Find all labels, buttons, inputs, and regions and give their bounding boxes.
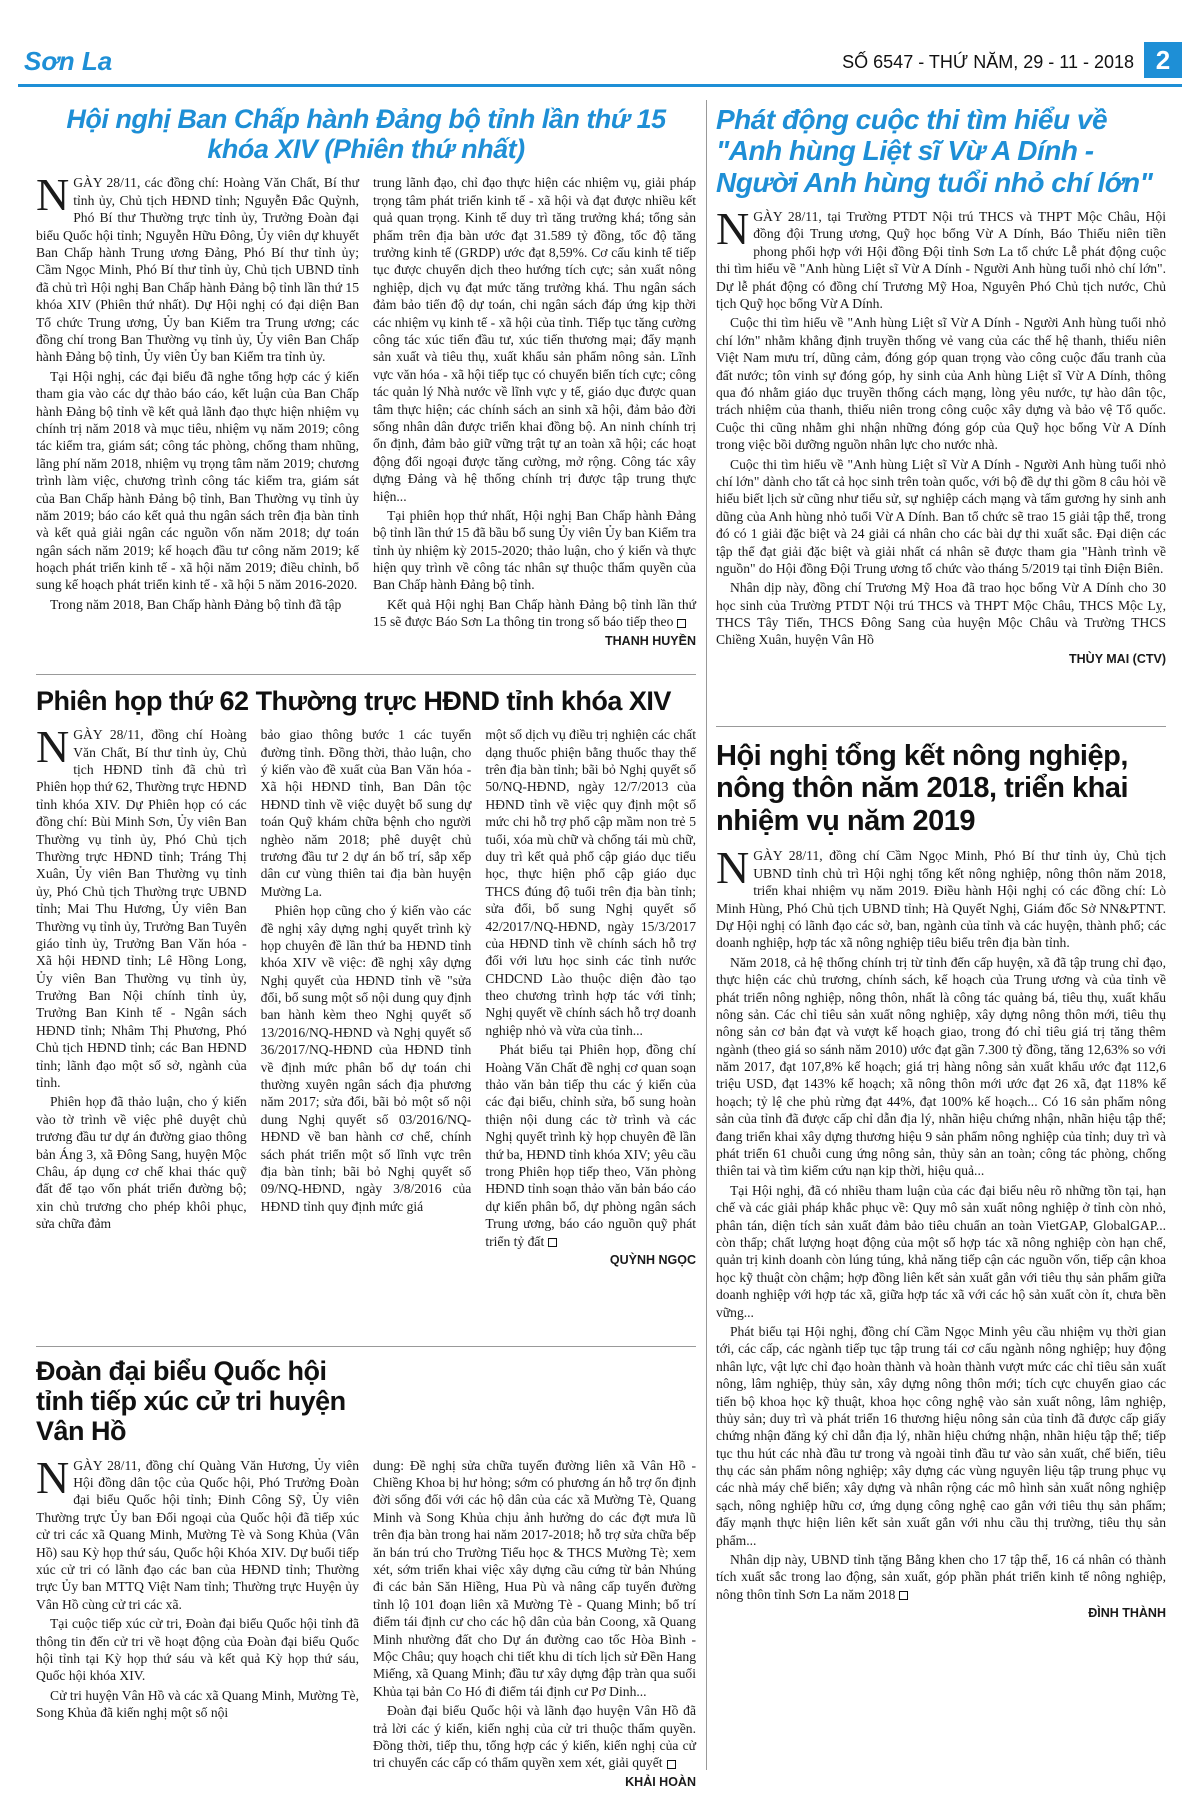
article-agriculture-review (716, 740, 1166, 1770)
byline: THANH HUYỀN (605, 633, 696, 648)
paper-name: Sơn La (24, 46, 113, 76)
article-paragraph: NGÀY 28/11, đồng chí Hoàng Văn Chất, Bí thư tỉnh ủy, Chủ tịch HĐND tỉnh đã chủ trì Phiên họp thứ 62, Thường trực HĐND tỉnh khóa XIV. Dự Phiên họp có các đồng chí: Bùi Minh Sơn, Ủy viên Ban Thường vụ tỉnh ủy, Phó Chủ tịch Thường trực HĐND tỉnh; Tráng Thị Xuân, Ủy viên Ban Thường vụ tỉnh ủy, Phó Chủ tịch Thường trực UBND tỉnh; Mai Thu Hương, Ủy viên Ban Thường vụ tỉnh ủy, Trưởng Ban Tuyên giáo tỉnh ủy, Trưởng Ban Văn hóa - Xã hội HĐND tỉnh; Lê Hồng Long, Ủy viên Ban Thường vụ tỉnh ủy, Trưởng Ban Nội chính tỉnh ủy, Trưởng Ban Kinh tế - Ngân sách HĐND tỉnh; Nhâm Thị Phương, Phó Chủ tịch HĐND tỉnh; các Ban HĐND tỉnh; lãnh đạo một số sở, ngành của tỉnh. (36, 721, 247, 1091)
article-headline: Đoàn đại biểu Quốc hội tỉnh tiếp xúc cử tri huyện Vân Hồ (36, 1356, 346, 1447)
article-body (716, 842, 1166, 1621)
byline: KHẢI HOÀN (625, 1774, 696, 1789)
article-column (36, 1451, 359, 1790)
issue-line: SỐ 6547 - THỨ NĂM, 29 - 11 - 2018 (842, 52, 1134, 72)
article-paragraph: Tại cuộc tiếp xúc cử tri, Đoàn đại biểu Quốc hội tỉnh đã thông tin đến cử tri về hoạt động của Đoàn đại biểu Quốc hội tỉnh tại Kỳ họp thứ sáu và kết quả Kỳ họp thứ sáu, Quốc hội khóa XIV. (36, 1616, 359, 1684)
article-paragraph: Tại Hội nghị, các đại biểu đã nghe tổng hợp các ý kiến tham gia vào các dự thảo báo cáo, kết luận của Ban Chấp hành Đảng bộ tỉnh về kết quả lãnh đạo thực hiện nhiệm vụ chính trị năm 2018 và mục tiêu, nhiệm vụ năm 2019; công tác kiểm tra, giám sát; công tác phòng, chống tham nhũng, lãng phí năm 2018, nhiệm vụ trọng tâm năm 2019; chương trình làm việc, chương trình công tác kiểm tra, giám sát của Ban Chấp hành Đảng bộ tỉnh, Ban Thường vụ tỉnh ủy năm 2019; báo cáo kết quả thu ngân sách trên địa bàn tỉnh và kết quả giải ngân các nguồn vốn năm 2018; dự toán ngân sách năm 2019; kế hoạch đầu tư công năm 2019; kế hoạch phát triển kinh tế - xã hội năm 2019; điều chỉnh, bổ sung kế hoạch phát triển kinh tế - xã hội 5 năm 2016-2020. (36, 368, 359, 593)
article-paragraph: Cử tri huyện Vân Hồ và các xã Quang Minh, Mường Tè, Song Khủa đã kiến nghị một số nội (36, 1687, 359, 1721)
article-column (373, 1457, 696, 1790)
article-paragraph: Năm 2018, cả hệ thống chính trị từ tỉnh đến cấp huyện, xã đã tập trung chỉ đạo, thực hiện các chủ trương, chính sách, kế hoạch của Trung ương và của tỉnh về phát triển nông nghiệp, nông thôn, nhất là công tác quảng bá, tiêu thụ, xuất khẩu nông sản. Các chỉ tiêu sản xuất nông nghiệp, xây dựng nông thôn mới, tiêu thụ nông sản cơ bản đạt và vượt kế hoạch giao, trong đó chỉ tiêu giá trị tăng thêm ngành (theo giá so sánh năm 2010) ước đạt gần 7.300 tỷ đồng, tăng 12,63% so với năm 2017, đạt 107,8% kế hoạch; giá trị hàng nông sản xuất khẩu ước đạt 112,6 triệu USD, đạt 143% kế hoạch; xã nông thôn mới ước đạt 26 xã, đạt 118% kế hoạch; tỷ lệ che phủ rừng đạt 44%, đạt 100% kế hoạch... Có 16 sản phẩm nông sản của tỉnh đã được cấp chỉ dẫn địa lý, nhãn hiệu chứng nhận, nhãn hiệu tập thể; đang triển khai xây dựng thương hiệu 9 sản phẩm nông nghiệp của tỉnh; duy trì và phát triển 61 chuỗi cung ứng nông sản, thủy sản an toàn; công tác phòng, chống thiên tai và tìm kiếm cứu nạn kịp thời, hiệu quả... (716, 954, 1166, 1179)
section-divider (36, 674, 696, 675)
article-column (716, 842, 1166, 1621)
article-party-conference (36, 104, 696, 664)
article-paragraph: NGÀY 28/11, đồng chí Cầm Ngọc Minh, Phó Bí thư tỉnh ủy, Chủ tịch UBND tỉnh chủ trì Hội nghị tổng kết nông nghiệp, nông thôn năm 2018, triển khai nhiệm vụ năm 2019. Điều hành Hội nghị có các đồng chí: Lò Minh Hùng, Phó Chủ tịch UBND tỉnh; Hà Quyết Nghị, Giám đốc Sở NN&PTNT. Dự Hội nghị có lãnh đạo các sở, ban, ngành của tỉnh và các huyện, thành phố; các doanh nghiệp, hợp tác xã nông nghiệp tiêu biểu trên địa bàn tỉnh. (716, 842, 1166, 951)
drop-cap: N (36, 1451, 70, 1503)
article-body (36, 1451, 696, 1790)
article-paragraph: Tại Hội nghị, đã có nhiều tham luận của các đại biểu nêu rõ những tồn tại, hạn chế và các giải pháp khắc phục về: Quy mô sản xuất nông nghiệp ở tỉnh còn nhỏ, phân tán, diện tích sản xuất đảm bảo tiêu chuẩn an toàn VietGAP, GlobalGAP... còn thấp; chất lượng hoạt động của một số hợp tác xã nông nghiệp còn hạn chế, quản trị kinh doanh còn lúng túng, khả năng tiếp cận các nguồn vốn, tiếp cận khoa học kỹ thuật còn chậm; hợp đồng liên kết sản xuất gắn với tiêu thụ sản phẩm giữa doanh nghiệp với hợp tác xã, giữa hợp tác xã với các hộ sản xuất còn ít, chưa bền vững... (716, 1182, 1166, 1320)
article-paragraph: Phát biểu tại Phiên họp, đồng chí Hoàng Văn Chất đề nghị cơ quan soạn thảo văn bản tiếp thu các ý kiến của các đại biểu, chỉnh sửa, bổ sung hoàn thiện nội dung các tờ trình và các Nghị quyết trình kỳ họp chuyên đề lần thứ ba, HĐND tỉnh khóa XIV; yêu cầu trong Phiên họp tiếp theo, Văn phòng HĐND tỉnh soạn thảo văn bản báo cáo dự kiến phân bổ, dự phòng ngân sách Trung ương, báo cáo nguồn quỹ phát triển tỷ đất (485, 1042, 696, 1249)
article-paragraph: Phiên họp đã thảo luận, cho ý kiến vào tờ trình về việc phê duyệt chủ trương đầu tư dự án đường giao thông bản Áng 3, xã Đông Sang, huyện Mộc Châu, áp dụng cơ chế khai thác quỹ đất để tạo vốn phát triển đường bộ; xin chủ trương cho phép khôi phục, sửa chữa đảm (36, 1094, 247, 1232)
article-paragraph: Cuộc thi tìm hiểu về "Anh hùng Liệt sĩ Vừ A Dính - Người Anh hùng tuổi nhỏ chí lớn" nhằm khẳng định truyền thống vẻ vang của các thế hệ thanh, thiếu niên Việt Nam mưu trí, dũng cảm, đóng góp quan trọng vào công cuộc đấu tranh của đất nước; tôn vinh sự đóng góp, hy sinh của Anh hùng Liệt sĩ Vừ A Dính, thông qua đó nhằm giáo dục truyền thống cách mạng, lòng yêu nước, tự hào dân tộc, trách nhiệm của thanh, thiếu niên trong công cuộc xây dựng và bảo vệ Tổ quốc. Cuộc thi cũng nhằm ghi nhận những đóng góp của Quỹ học bổng Vừ A Dính trong việc bồi dưỡng nguồn nhân lực cho nước nhà. (716, 315, 1166, 453)
article-paragraph: Nhân dịp này, UBND tỉnh tặng Bằng khen cho 17 tập thể, 16 cá nhân có thành tích xuất sắc trong lao động, sản xuất, góp phần phát triển kinh tế nông nghiệp, nông thôn tỉnh Sơn La năm 2018 (716, 1552, 1166, 1602)
article-voter-meeting (36, 1356, 696, 1789)
end-mark-icon (677, 619, 686, 628)
article-headline: Hội nghị tổng kết nông nghiệp, nông thôn năm 2018, triển khai nhiệm vụ năm 2019 (716, 740, 1129, 837)
article-paragraph: một số dịch vụ điều trị nghiện các chất dạng thuốc phiện bằng thuốc thay thế trên địa bàn tỉnh; bãi bỏ Nghị quyết số 50/NQ-HĐND, ngày 12/7/2013 của HĐND tỉnh về việc quy định một số mức chi hỗ trợ phổ cập mầm non trẻ 5 tuổi, xóa mù chữ và chống tái mù chữ, duy trì kết quả phổ cập giáo dục tiểu học, thực hiện phổ cập giáo dục THCS đúng độ tuổi trên địa bàn tỉnh; sửa đổi, bổ sung Nghị quyết số 42/2017/NQ-HĐND, ngày 15/3/2017 của HĐND tỉnh về chính sách hỗ trợ đối với lưu học sinh các tỉnh nước CHDCND Lào thuộc diện đào tạo theo chương trình hợp tác với tỉnh; Nghị quyết về chính sách hỗ trợ doanh nghiệp nhỏ và vừa của tỉnh... (485, 727, 696, 1038)
page-number: 2 (1144, 42, 1182, 78)
article-column (36, 169, 359, 648)
article-paragraph: NGÀY 28/11, tại Trường PTDT Nội trú THCS và THPT Mộc Châu, Hội đồng đội Trung ương, Quỹ học bổng Vừ A Dính, Báo Thiếu niên tiền phong phối hợp với Hội đồng Đội tỉnh Sơn La tổ chức Lễ phát động cuộc thi tìm hiểu về "Anh hùng Liệt sĩ Vừ A Dính - Người Anh hùng tuổi nhỏ chí lớn". Dự lễ phát động có đồng chí Trương Mỹ Hoa, Nguyên Phó Chủ tịch nước, Chủ tịch Quỹ học bổng Vừ A Dính. (716, 203, 1166, 312)
article-body (716, 203, 1166, 667)
article-paragraph: Cuộc thi tìm hiểu về "Anh hùng Liệt sĩ Vừ A Dính - Người Anh hùng tuổi nhỏ chí lớn" dành cho tất cả học sinh trên toàn quốc, với bộ đề dự thi gồm 8 câu hỏi về hiểu biết lịch sử cũng như tiểu sử, sự nghiệp cách mạng và tấm gương hy sinh anh dũng của Anh hùng nhỏ tuổi Vừ A Dính. Ban tổ chức sẽ trao 15 giải tập thể, trong đó có 1 giải đặc biệt và 24 giải cá nhân cho các bài dự thi xuất sắc. Đại diện các tập thể đạt giải đặc biệt và giải nhất cá nhân sẽ được tham gia "Hành trình về nguồn" do Hội đồng Đội Trung ương tổ chức vào tháng 5/2019 tại tỉnh Điện Biên. (716, 456, 1166, 576)
article-paragraph: Phiên họp cũng cho ý kiến vào các đề nghị xây dựng nghị quyết trình kỳ họp chuyên đề lần thứ ba HĐND tỉnh khóa XIV về việc: đề nghị xây dựng Nghị quyết của HĐND tỉnh về "sửa đổi, bổ sung một số nội dung quy định ban hành kèm theo Nghị quyết số 13/2016/NQ-HĐND và Nghị quyết số 36/2017/NQ-HĐND của HĐND tỉnh về định mức phân bổ dự toán chi thường xuyên ngân sách địa phương năm 2017; sửa đổi, bãi bỏ một số nội dung Nghị quyết số 03/2016/NQ-HĐND về ban hành cơ chế, chính sách phát triển một số lĩnh vực trên địa bàn tỉnh; bãi bỏ Nghị quyết số 09/NQ-HĐND, ngày 3/8/2016 của HĐND tỉnh quy định mức giá (260, 903, 472, 1214)
article-column (485, 726, 696, 1268)
article-council-meeting (36, 686, 696, 1336)
byline: ĐÌNH THÀNH (1088, 1606, 1166, 1621)
article-column (373, 174, 696, 648)
article-body (36, 721, 696, 1268)
article-paragraph: NGÀY 28/11, đồng chí Quàng Văn Hương, Ủy viên Hội đồng dân tộc của Quốc hội, Phó Trưởng Đoàn đại biểu Quốc hội tỉnh; Đinh Công Sỹ, Ủy viên Thường trực Ủy ban Đối ngoại của Quốc hội đã tiếp xúc cử tri các xã Quang Minh, Mường Tè và Song Khủa (Vân Hồ) sau Kỳ họp thứ sáu, Quốc hội Khóa XIV. Dự buổi tiếp xúc cử tri có lãnh đạo các ban của HĐND tỉnh; Thường trực Ủy ban MTTQ Việt Nam tỉnh; Thường trực Huyện ủy Vân Hồ cùng cử tri các xã. (36, 1451, 359, 1612)
end-mark-icon (548, 1238, 557, 1247)
article-paragraph: Nhân dịp này, đồng chí Trương Mỹ Hoa đã trao học bổng Vừ A Dính cho 30 học sinh của Trường PTDT Nội trú THCS và THPT Mộc Châu, THCS Mộc Lỵ, THCS Tây Tiến, THCS Đông Sang của huyện Mộc Châu và Trường THCS Chiềng Xuân, huyện Vân Hồ (716, 580, 1166, 648)
end-mark-icon (667, 1760, 676, 1769)
drop-cap: N (36, 721, 70, 773)
section-divider (716, 726, 1166, 727)
drop-cap: N (716, 203, 750, 255)
drop-cap: N (716, 842, 750, 894)
article-paragraph: Phát biểu tại Hội nghị, đồng chí Cầm Ngọc Minh yêu cầu nhiệm vụ thời gian tới, các cấp, các ngành tiếp tục tập trung tái cơ cấu ngành nông nghiệp; huy động nhân lực, vật lực chỉ đạo hoàn thành và hoàn thành vượt mức các chỉ tiêu sản xuất nông, lâm nghiệp, thủy sản, xây dựng nông thôn mới; tích cực chuyển giao các tiến bộ khoa học kỹ thuật, khoa học công nghệ vào sản xuất nông, lâm nghiệp, thủy sản; duy trì và phát triển 16 thương hiệu nông sản của tỉnh đã được cấp giấy chứng nhận đăng ký chỉ dẫn địa lý, nhãn hiệu chứng nhận, nhãn hiệu tập thể; tiếp tục thu hút các nhà đầu tư trong và ngoài tỉnh đầu tư vào sản xuất, chế biến, tiêu thụ các sản phẩm nông nghiệp; xây dựng các vùng nguyên liệu tập trung phục vụ các nhà máy chế biến; xây dựng và nhân rộng các mô hình sản xuất nông nghiệp sạch, nông nghiệp hữu cơ, ứng dụng công nghệ cao gắn với tiêu thụ sản phẩm; đẩy mạnh thực hiện liên kết sản xuất gắn với nhu cầu thị trường, tiêu thụ sản phẩm... (716, 1323, 1166, 1548)
article-column (716, 203, 1166, 667)
article-column (36, 721, 247, 1268)
byline: QUỲNH NGỌC (609, 1252, 696, 1267)
article-paragraph: NGÀY 28/11, các đồng chí: Hoàng Văn Chất, Bí thư tỉnh ủy, Chủ tịch HĐND tỉnh; Nguyễn Đắc Quỳnh, Phó Bí thư Thường trực tỉnh ủy, Trưởng Đoàn đại biểu Quốc hội tỉnh; Nguyễn Hữu Đông, Ủy viên dự khuyết Ban Chấp hành Trung ương Đảng, Phó Bí thư tỉnh ủy; Cầm Ngọc Minh, Phó Bí thư tỉnh ủy, Chủ tịch UBND tỉnh đã chủ trì Hội nghị Ban Chấp hành Đảng bộ tỉnh lần thứ 15 khóa XIV (Phiên thứ nhất). Dự Hội nghị có đại diện Ban Tổ chức Trung ương, Ủy ban Kiểm tra Trung ương; các đồng chí trong Ban Thường vụ tỉnh ủy, Ủy viên Ban Chấp hành Đảng bộ tỉnh, Ủy viên Ủy ban Kiểm tra tỉnh ủy. (36, 169, 359, 365)
article-headline: Phiên họp thứ 62 Thường trực HĐND tỉnh khóa XIV (36, 686, 671, 716)
article-paragraph: Đoàn đại biểu Quốc hội và lãnh đạo huyện Vân Hồ đã trả lời các ý kiến, kiến nghị của cử tri thuộc thẩm quyền. Đồng thời, tiếp thu, tổng hợp các ý kiến, kiến nghị của cử tri chuyển các cấp có thẩm quyền xem xét, giải quyết (373, 1703, 696, 1771)
article-column (261, 726, 472, 1268)
masthead (18, 42, 1182, 82)
masthead-rule (18, 84, 1182, 87)
section-divider (36, 1346, 696, 1347)
article-paragraph: Trong năm 2018, Ban Chấp hành Đảng bộ tỉnh đã tập (50, 596, 342, 612)
article-body (36, 169, 696, 648)
article-paragraph: trung lãnh đạo, chỉ đạo thực hiện các nhiệm vụ, giải pháp trọng tâm phát triển kinh tế - xã hội và đạt được nhiều kết quả quan trọng. Kinh tế duy trì tăng trưởng khá; tổng sản phẩm trên địa bàn ước đạt 31.589 tỷ đồng, tốc độ tăng trưởng kinh tế (GRDP) ước đạt 8,59%. Cơ cấu kinh tế tiếp tục được chuyển dịch theo hướng tích cực; sản xuất nông nghiệp, dịch vụ đạt mức tăng trưởng khá. Thu ngân sách đảm bảo tiến độ dự toán, chi ngân sách đáp ứng kịp thời các nhiệm vụ kinh tế - xã hội của tỉnh. Tiếp tục tăng cường công tác xúc tiến đầu tư, xúc tiến thương mại; đẩy mạnh sản xuất và tiêu thụ, xuất khẩu sản phẩm nông sản. Lĩnh vực văn hóa - xã hội tiếp tục có chuyển biến tích cực; công tác quản lý Nhà nước về lĩnh vực y tế, giáo dục được quan tâm thực hiện; các chính sách an sinh xã hội, đảm bảo đời sống nhân dân được triển khai đồng bộ. An ninh chính trị ổn định, đảm bảo giữ vững trật tự an toàn xã hội; các hoạt động đối ngoại được tăng cường, mở rộng. Công tác xây dựng Đảng và hệ thống chính trị được tập trung thực hiện... (373, 175, 696, 504)
article-paragraph: Tại phiên họp thứ nhất, Hội nghị Ban Chấp hành Đảng bộ tỉnh lần thứ 15 đã bầu bổ sung Ủy viên Ủy ban Kiểm tra tỉnh ủy nhiệm kỳ 2015-2020; thảo luận, cho ý kiến và thực hiện quy trình về công tác nhân sự thuộc thẩm quyền của Ban Chấp hành Đảng bộ tỉnh. (373, 507, 696, 593)
end-mark-icon (899, 1591, 908, 1600)
article-contest-launch (716, 104, 1166, 664)
byline: THÙY MAI (CTV) (1069, 651, 1166, 666)
article-paragraph: dung: Đề nghị sửa chữa tuyến đường liên xã Vân Hồ - Chiềng Khoa bị hư hỏng; sớm có phương án hỗ trợ ổn định đời sống đối với các hộ dân của các xã Mường Tè, Quang Minh và Song Khủa chịu ảnh hưởng do các đợt mưa lũ trên địa bàn trong hai năm 2017-2018; hỗ trợ sửa chữa bếp ăn bán trú cho Trường Tiểu học & THCS Mường Tè; xem xét, sớm triển khai việc xây dựng cầu cứng từ bản Nhúng đi các bản Săn Hiềng, Hua Pù và nâng cấp tuyến đường tỉnh lộ 101 đoạn liên xã Mường Tè - Quang Minh; bố trí điểm tái định cư cho các hộ dân của bản Coong, xã Quang Minh nhường đất cho Dự án đường cao tốc Hòa Bình - Mộc Châu; quy hoạch chi tiết khu di tích lịch sử Đền Hang Miếng, xã Quang Minh; đầu tư xây dựng đập tràn qua suối Khủa tại bản Co Hó đi điểm tái định cư Pơ Dinh... (373, 1457, 696, 1699)
drop-cap: N (36, 169, 70, 221)
column-divider (706, 100, 707, 1770)
article-paragraph: bảo giao thông bước 1 các tuyến đường tỉnh. Đồng thời, thảo luận, cho ý kiến vào đề xuất của Ban Văn hóa - Xã hội HĐND tỉnh, Ban Dân tộc HĐND tỉnh về việc duyệt bổ sung dự toán Quỹ khám chữa bệnh cho người nghèo năm 2018; phê duyệt chủ trương đầu tư 2 dự án bố trí, sắp xếp dân cư vùng thiên tai địa bàn huyện Mường La. (260, 727, 472, 899)
article-paragraph: Kết quả Hội nghị Ban Chấp hành Đảng bộ tỉnh lần thứ 15 sẽ được Báo Sơn La thông tin trong số báo tiếp theo (373, 596, 696, 630)
article-headline: Phát động cuộc thi tìm hiểu về "Anh hùng Liệt sĩ Vừ A Dính - Người Anh hùng tuổi nhỏ chí lớn" (716, 104, 1153, 198)
article-headline: Hội nghị Ban Chấp hành Đảng bộ tỉnh lần thứ 15 khóa XIV (Phiên thứ nhất) (66, 104, 666, 165)
